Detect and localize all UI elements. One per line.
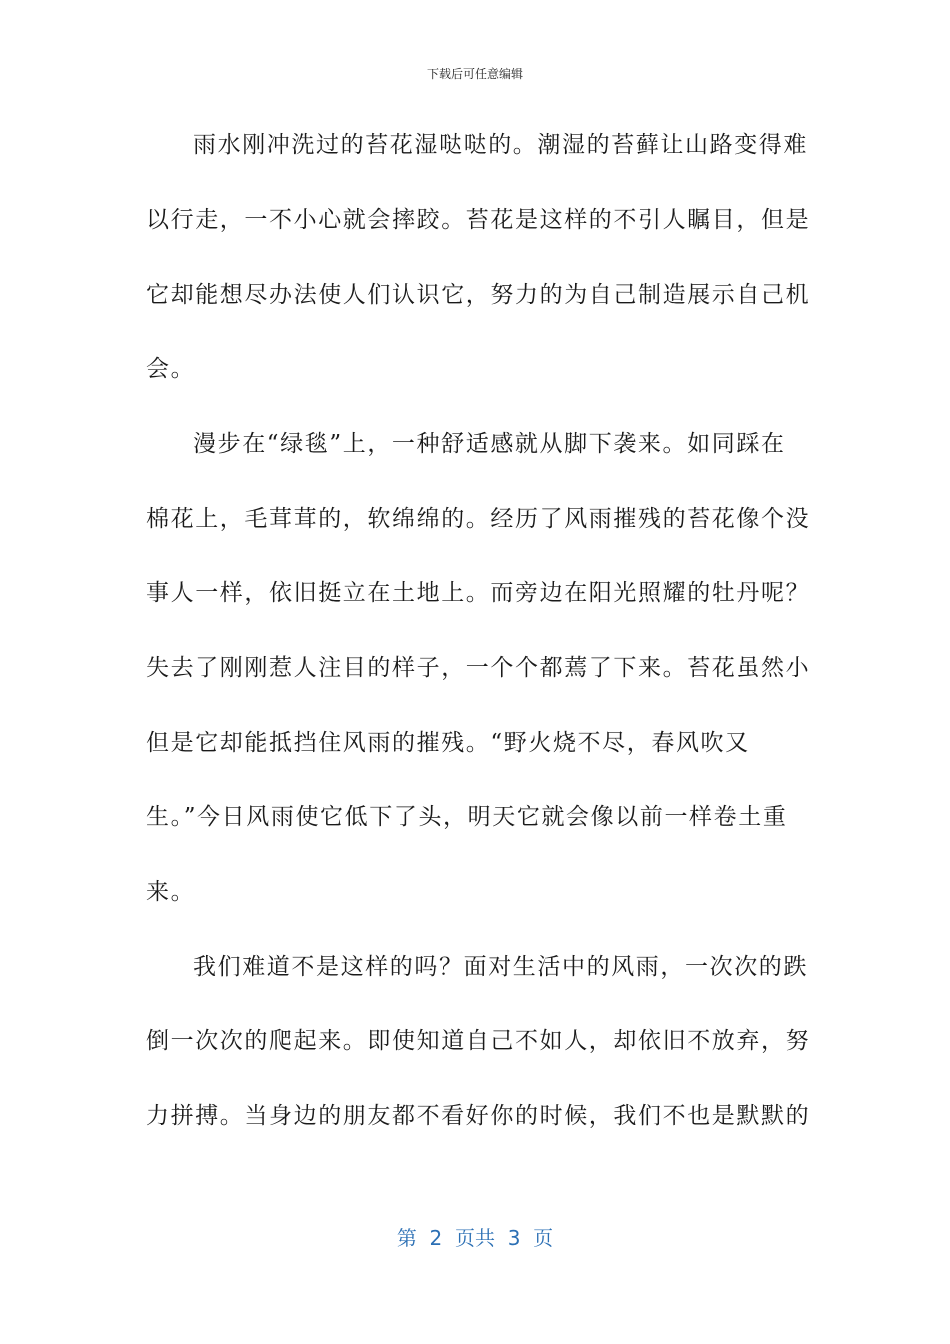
paragraph-2-line-3: 事人一样，依旧挺立在土地上。而旁边在阳光照耀的牡丹呢？ (146, 580, 811, 606)
paragraph-2-line-4: 失去了刚刚惹人注目的样子，一个个都蔫了下来。苔花虽然小 (146, 655, 811, 681)
paragraph-2-line-5: 但是它却能抵挡住风雨的摧残。“野火烧不尽，春风吹又 (146, 730, 750, 756)
paragraph-3-line-1: 我们难道不是这样的吗？面对生活中的风雨，一次次的跌 (193, 954, 808, 980)
page-header: 下载后可任意编辑 (426, 67, 523, 81)
paragraph-3-line-3: 力拼搏。当身边的朋友都不看好你的时候，我们不也是默默的 (146, 1103, 811, 1129)
paragraph-1-line-4: 会。 (146, 356, 196, 382)
paragraph-2-line-6: 生。”今日风雨使它低下了头，明天它就会像以前一样卷土重 (146, 804, 788, 830)
paragraph-1-line-2: 以行走，一不小心就会摔跤。苔花是这样的不引人瞩目，但是 (146, 207, 811, 233)
paragraph-2-line-7: 来。 (146, 879, 196, 905)
paragraph-1-line-3: 它却能想尽办法使人们认识它，努力的为自己制造展示自己机 (146, 282, 811, 308)
paragraph-3-line-2: 倒一次次的爬起来。即使知道自己不如人，却依旧不放弃，努 (146, 1028, 811, 1054)
paragraph-1-line-1: 雨水刚冲洗过的苔花湿哒哒的。潮湿的苔藓让山路变得难 (193, 132, 808, 158)
paragraph-2-line-1: 漫步在“绿毯”上，一种舒适感就从脚下袭来。如同踩在 (193, 431, 786, 457)
paragraph-2-line-2: 棉花上，毛茸茸的，软绵绵的。经历了风雨摧残的苔花像个没 (146, 506, 811, 532)
page-number-footer: 第 2 页共 3 页 (396, 1226, 554, 1250)
